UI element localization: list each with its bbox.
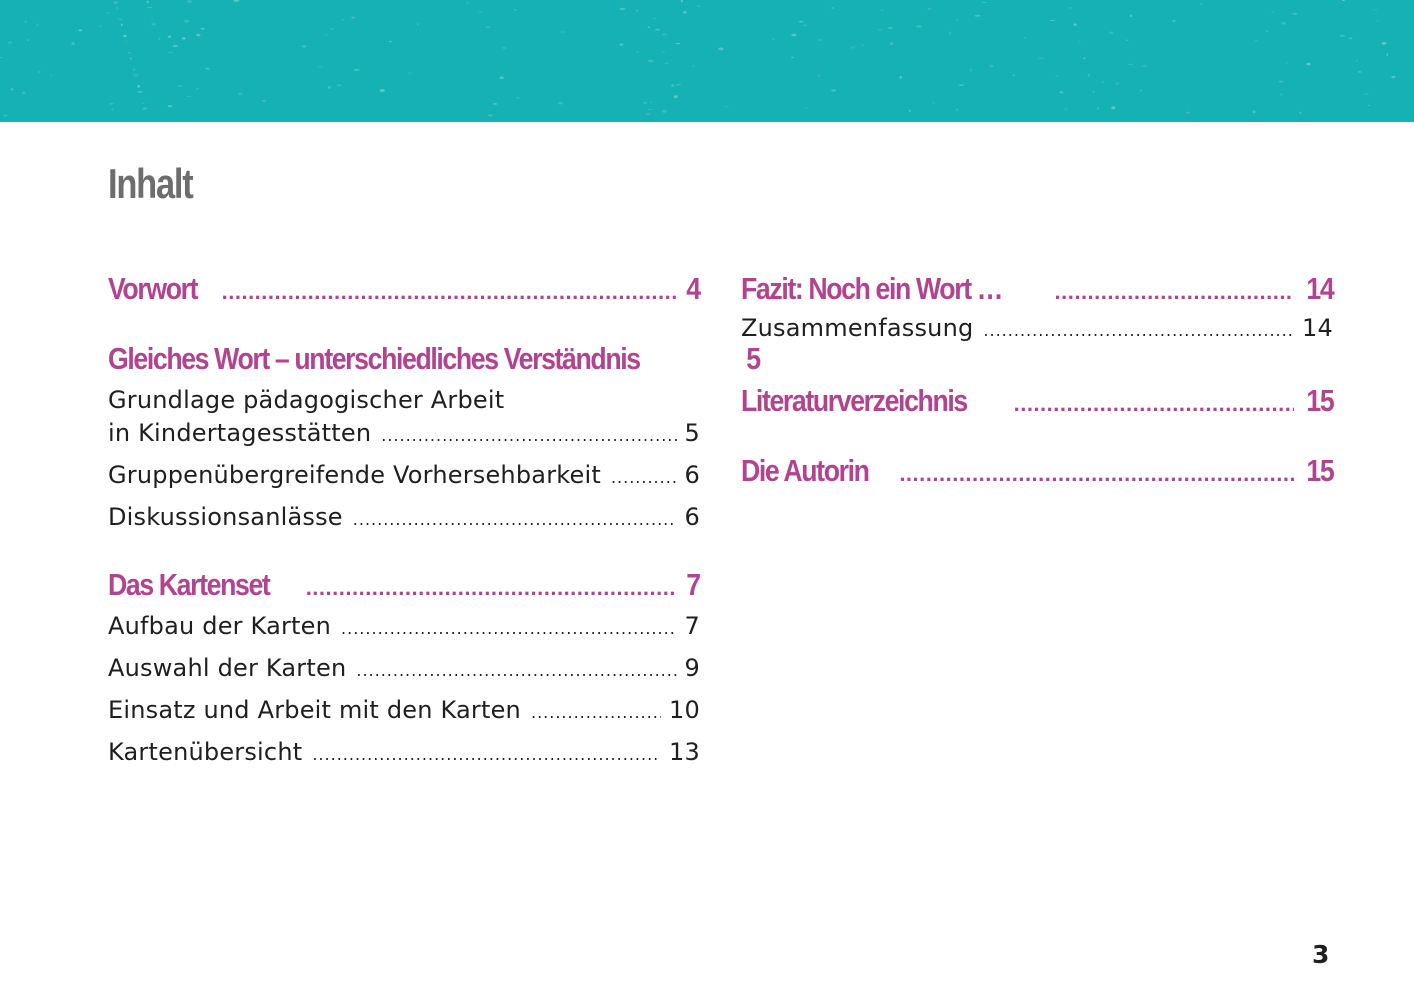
toc-entry-label: Gleiches Wort – unterschiedliches Verständnis <box>108 341 640 376</box>
toc-entry-label: Einsatz und Arbeit mit den Karten <box>108 696 521 724</box>
toc-entry-label: Das Kartenset <box>108 567 270 602</box>
toc-entry-page: 7 <box>686 567 700 602</box>
toc-entry-page: 5 <box>746 341 760 376</box>
toc-entry-label: Diskussionsanlässe <box>108 503 343 531</box>
toc-entry-label: Aufbau der Karten <box>108 612 332 640</box>
toc-entry-page: 10 <box>669 696 700 724</box>
toc-entry-die-autorin[interactable] <box>741 452 1333 490</box>
leader-dots <box>983 314 1294 347</box>
toc-entry-literaturverzeichnis[interactable] <box>741 382 1333 420</box>
leader-dots <box>356 654 676 687</box>
toc-entry-label: Kartenübersicht <box>108 738 303 766</box>
toc-entry-page: 14 <box>1306 271 1333 306</box>
toc-entry-label: Vorwort <box>108 271 198 306</box>
page-title: Inhalt <box>108 160 193 207</box>
toc-entry-kartenset[interactable] <box>108 566 700 604</box>
toc-entry-grundlage[interactable] <box>108 384 700 452</box>
toc-entry-page: 6 <box>684 503 700 531</box>
toc-entry-page: 14 <box>1302 314 1333 342</box>
toc-entry-page: 9 <box>684 654 700 682</box>
toc-entry-page: 7 <box>684 612 700 640</box>
toc-entry-label: Literaturverzeichnis <box>741 383 967 418</box>
toc-entry-label: Die Autorin <box>741 453 869 488</box>
toc-entry-kartenuebersicht[interactable] <box>108 736 700 771</box>
toc-entry-fazit[interactable] <box>741 270 1333 308</box>
toc-entry-auswahl[interactable] <box>108 652 700 687</box>
leader-dots <box>1055 273 1294 311</box>
leader-dots <box>306 569 677 607</box>
toc-entry-zusammenfassung[interactable] <box>741 312 1333 347</box>
decorative-banner <box>0 0 1414 122</box>
leader-dots <box>899 455 1293 493</box>
leader-dots <box>312 738 661 771</box>
toc-entry-page: 15 <box>1306 383 1333 418</box>
toc-entry-vorwort[interactable] <box>108 270 700 308</box>
toc-entry-page: 15 <box>1306 453 1333 488</box>
toc-entry-label: Auswahl der Karten <box>108 654 347 682</box>
toc-entry-aufbau[interactable] <box>108 610 700 645</box>
toc-entry-page: 5 <box>684 419 700 447</box>
toc-entry-page: 13 <box>669 738 700 766</box>
leader-dots <box>222 273 677 311</box>
leader-dots <box>531 696 661 729</box>
toc-entry-page: 6 <box>684 461 700 489</box>
toc-entry-label-line1: Grundlage pädagogischer Arbeit <box>108 386 505 414</box>
toc-entry-diskussionsanlaesse[interactable] <box>108 501 700 536</box>
toc-entry-page: 4 <box>686 271 700 306</box>
speckle-pattern <box>0 0 1414 122</box>
toc-entry-label: in Kindertagesstätten <box>108 419 372 447</box>
toc-entry-gruppenuebergreifend[interactable] <box>108 459 700 494</box>
leader-dots <box>1014 385 1294 423</box>
toc-column-right <box>741 270 1333 490</box>
leader-dots <box>341 612 676 645</box>
leader-dots <box>381 419 676 452</box>
toc-entry-label: Fazit: Noch ein Wort … <box>741 271 1003 306</box>
toc-entry-gleiches-wort[interactable] <box>108 340 760 378</box>
leader-dots <box>353 503 677 536</box>
leader-dots <box>611 461 677 494</box>
page-number: 3 <box>1312 940 1330 969</box>
toc-entry-label: Zusammenfassung <box>741 314 974 342</box>
toc-entry-einsatz[interactable] <box>108 694 700 729</box>
toc-entry-label: Gruppenübergreifende Vorhersehbarkeit <box>108 461 601 489</box>
toc-column-left <box>108 270 760 771</box>
